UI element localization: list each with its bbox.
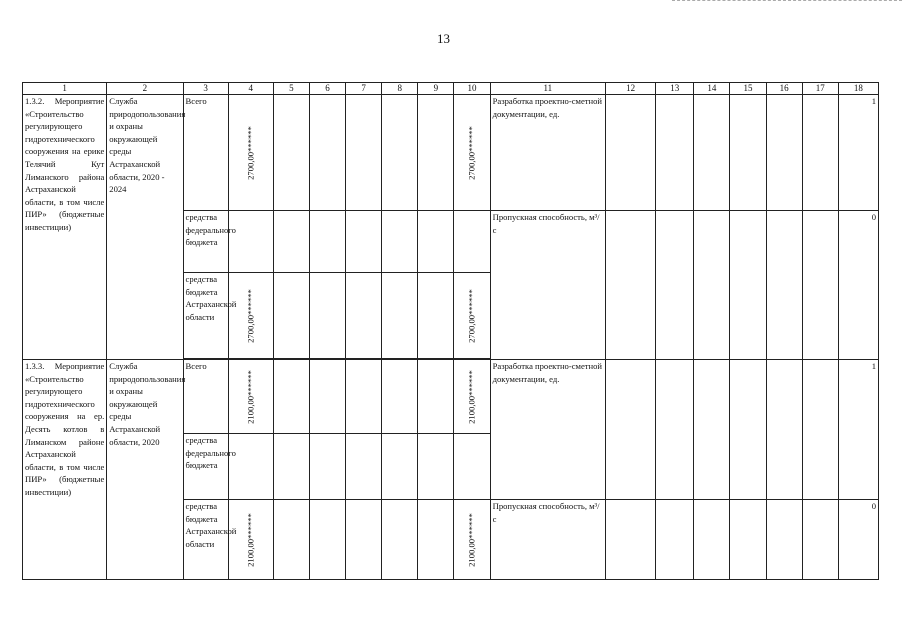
blank-cell — [382, 273, 418, 359]
item-description: 1.3.2. Мероприятие «Строительство регулирующего гидротехнического сооружения на ерике Телячий Кут Лиманского района Астраханской области, в том числе ПИР» (бюджетные инвестиции) — [23, 95, 107, 360]
amount-cell — [228, 500, 273, 580]
header-cell: 7 — [346, 83, 382, 95]
header-cell: 18 — [838, 83, 878, 95]
indicator-value: 1 — [838, 95, 878, 211]
blank-cell — [346, 95, 382, 211]
blank-cell — [309, 273, 345, 359]
amount-value: 2700,00****** — [245, 125, 256, 180]
blank-cell — [418, 95, 454, 211]
blank-cell — [802, 95, 838, 211]
header-cell: 9 — [418, 83, 454, 95]
blank-cell — [382, 95, 418, 211]
blank-cell — [309, 500, 345, 580]
item-responsible: Служба природопользования и охраны окружающей среды Астраханской области, 2020 - 2024 — [107, 95, 183, 360]
amount-cell — [454, 360, 490, 434]
indicator-name: Пропускная способность, м³/с — [490, 211, 605, 360]
blank-cell — [606, 211, 656, 360]
blank-cell — [418, 434, 454, 500]
table-row — [23, 360, 879, 434]
header-cell: 13 — [656, 83, 694, 95]
blank-cell — [694, 211, 730, 360]
header-cell: 15 — [730, 83, 766, 95]
blank-cell — [694, 360, 730, 500]
amount-cell — [454, 273, 490, 359]
blank-cell — [273, 434, 309, 500]
indicator-value: 0 — [838, 211, 878, 360]
item-description: 1.3.3. Мероприятие «Строительство регулирующего гидротехнического сооружения на ер. Десять котлов в Лиманском районе Астраханской области, в том числе ПИР» (бюджетные инвестиции) — [23, 360, 107, 580]
blank-cell — [694, 95, 730, 211]
blank-cell — [606, 360, 656, 500]
program-table — [22, 82, 879, 580]
header-cell: 17 — [802, 83, 838, 95]
blank-cell — [656, 500, 694, 580]
blank-cell — [309, 434, 345, 500]
blank-cell — [606, 500, 656, 580]
blank-cell — [766, 500, 802, 580]
header-cell: 10 — [454, 83, 490, 95]
amount-value: 2700,00****** — [245, 288, 256, 343]
blank-cell — [418, 273, 454, 359]
amount-value: 2100,00****** — [466, 369, 477, 424]
source-label: Всего — [183, 95, 228, 211]
blank-cell — [382, 500, 418, 580]
amount-value: 2100,00****** — [245, 369, 256, 424]
page-number: 13 — [437, 31, 450, 46]
amount-cell — [454, 95, 490, 211]
header-cell: 2 — [107, 83, 183, 95]
source-label: Всего — [183, 360, 228, 434]
blank-cell — [273, 273, 309, 359]
amount-cell — [454, 434, 490, 500]
blank-cell — [656, 95, 694, 211]
header-cell: 11 — [490, 83, 605, 95]
indicator-name: Пропускная способность, м³/с — [490, 500, 605, 580]
blank-cell — [656, 211, 694, 360]
table-row — [23, 95, 879, 153]
amount-value: 2100,00****** — [245, 512, 256, 567]
header-cell: 14 — [694, 83, 730, 95]
indicator-name: Разработка проектно-сметной документации, ед. — [490, 360, 605, 500]
blank-cell — [606, 95, 656, 211]
blank-cell — [346, 211, 382, 273]
header-cell: 6 — [309, 83, 345, 95]
header-cell: 12 — [606, 83, 656, 95]
amount-value: 2700,00****** — [466, 125, 477, 180]
blank-cell — [309, 211, 345, 273]
blank-cell — [730, 360, 766, 500]
blank-cell — [346, 434, 382, 500]
blank-cell — [346, 360, 382, 434]
indicator-value: 1 — [838, 360, 878, 500]
indicator-value: 0 — [838, 500, 878, 580]
amount-cell — [228, 360, 273, 434]
header-cell: 5 — [273, 83, 309, 95]
blank-cell — [309, 95, 345, 211]
blank-cell — [802, 211, 838, 360]
blank-cell — [730, 211, 766, 360]
amount-value: 2700,00****** — [466, 288, 477, 343]
blank-cell — [309, 360, 345, 434]
indicator-name: Разработка проектно-сметной документации, ед. — [490, 95, 605, 211]
amount-cell — [454, 211, 490, 273]
blank-cell — [766, 95, 802, 211]
amount-cell — [228, 95, 273, 211]
amount-cell — [228, 434, 273, 500]
blank-cell — [273, 211, 309, 273]
blank-cell — [418, 360, 454, 434]
header-row — [23, 83, 879, 95]
amount-value: 2100,00****** — [466, 512, 477, 567]
source-label: средства федерального бюджета — [183, 434, 228, 500]
top-border-line — [672, 0, 902, 2]
blank-cell — [273, 95, 309, 211]
source-label: средства федерального бюджета — [183, 211, 228, 273]
header-cell: 8 — [382, 83, 418, 95]
blank-cell — [766, 360, 802, 500]
blank-cell — [418, 211, 454, 273]
item-responsible: Служба природопользования и охраны окружающей среды Астраханской области, 2020 — [107, 360, 183, 580]
amount-cell — [228, 273, 273, 359]
blank-cell — [730, 95, 766, 211]
blank-cell — [766, 211, 802, 360]
header-cell: 1 — [23, 83, 107, 95]
source-label: средства бюджета Астраханской области — [183, 500, 228, 580]
blank-cell — [802, 500, 838, 580]
blank-cell — [802, 360, 838, 500]
blank-cell — [273, 500, 309, 580]
blank-cell — [273, 360, 309, 434]
blank-cell — [656, 360, 694, 500]
blank-cell — [382, 211, 418, 273]
amount-cell — [228, 211, 273, 273]
header-cell: 4 — [228, 83, 273, 95]
source-label: средства бюджета Астраханской области — [183, 273, 228, 359]
header-cell: 3 — [183, 83, 228, 95]
amount-cell — [454, 500, 490, 580]
blank-cell — [730, 500, 766, 580]
blank-cell — [346, 273, 382, 359]
header-cell: 16 — [766, 83, 802, 95]
blank-cell — [418, 500, 454, 580]
blank-cell — [346, 500, 382, 580]
blank-cell — [694, 500, 730, 580]
blank-cell — [382, 434, 418, 500]
blank-cell — [382, 360, 418, 434]
